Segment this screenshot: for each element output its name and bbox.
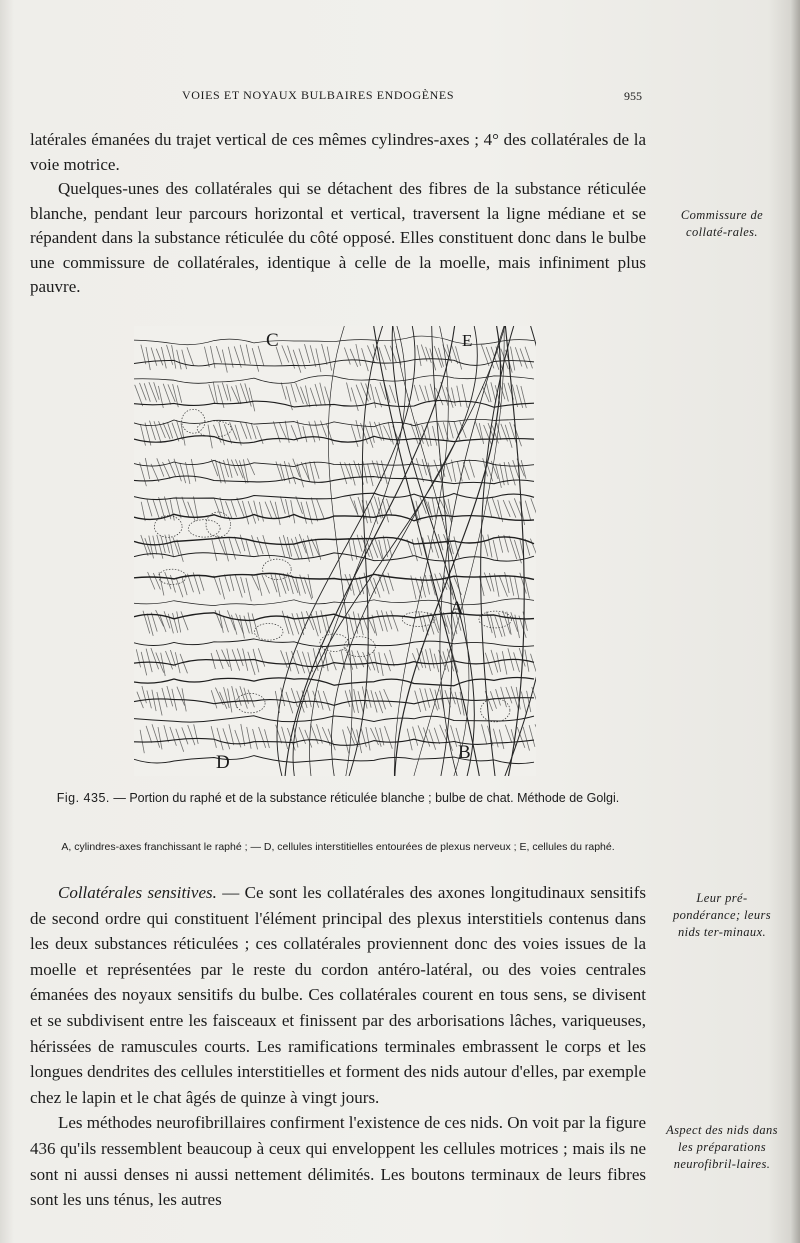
page-edge-shadow	[790, 0, 800, 1243]
figure-illustration	[134, 326, 536, 776]
paragraph-collaterales-text: — Ce sont les collatérales des axones longitudinaux sensitifs de second ordre qui constituent l'élément principal des plexus interstitiels contenus dans les deux substances réticulées ; ces collatérales proviennent donc des voies issues de la moelle et représentées par le reste du cordon antéro-latéral, ou des voies centrales émanées des noyaux sensitifs du bulbe. Ces collatérales courent en tous sens, se divisent et se subdivisent entre les faisceaux et finissent par des arborisations lâches, variqueuses, hérissées de ramuscules courts. Les ramifications terminales embrassent le corps et les longues dendrites des cellules interstitielles et forment des nids autour d'elles, par exemple chez le lapin et le chat âgés de quinze à vingt jours.	[30, 883, 646, 1107]
section-heading: Collatérales sensitives.	[58, 883, 217, 902]
golgi-engraving	[134, 326, 536, 776]
figure-caption-text: — Portion du raphé et de la substance réticulée blanche ; bulbe de chat. Méthode de Golgi.	[109, 791, 620, 805]
figure-legend: A, cylindres-axes franchissant le raphé ; — D, cellules interstitielles entourées de plexus nerveux ; E, cellules du raphé.	[61, 841, 615, 853]
figure-caption	[30, 790, 646, 807]
running-head	[0, 88, 800, 108]
margin-note-preponderance: Leur pré-pondérance; leurs nids ter-minaux.	[672, 891, 772, 939]
running-title: VOIES ET NOYAUX BULBAIRES ENDOGÈNES	[182, 88, 455, 102]
figure-label-e: E	[462, 331, 473, 350]
paragraph-commissure: Quelques-unes des collatérales qui se détachent des fibres de la substance réticulée blanche, pendant leur parcours horizontal et vertical, traversent la ligne médiane et se répandent dans la substance réticulée du côté opposé. Elles constituent donc dans le bulbe une commissure de collatérales, identique à celle de la moelle, mais infiniment plus pauvre.	[30, 179, 646, 296]
paragraph-methodes: Les méthodes neurofibrillaires confirment l'existence de ces nids. On voit par la figure 436 qu'ils ressemblent beaucoup à ceux qui enveloppent les cellules motrices ; mais ils ne sont ni aussi denses ni aussi nettement délimités. Les boutons terminaux de leurs fibres sont les uns ténus, les autres	[30, 1113, 646, 1210]
paragraph-continued: latérales émanées du trajet vertical de ces mêmes cylindres-axes ; 4° des collatérales de la voie motrice.	[30, 130, 646, 174]
figure-label-d: D	[216, 752, 230, 773]
paragraph-collaterales	[30, 880, 646, 1110]
text-block-bottom	[30, 880, 646, 1213]
margin-note-aspect: Aspect des nids dans les préparations neurofibril-laires.	[666, 1123, 778, 1171]
page-number: 955	[624, 89, 642, 103]
figure-label-a: A	[450, 598, 464, 619]
text-block-top	[30, 128, 646, 300]
figure-number: Fig. 435.	[56, 791, 110, 805]
figure-label-c: C	[266, 330, 279, 351]
margin-note-commissure: Commissure de collaté-rales.	[680, 208, 764, 239]
figure-label-b: B	[458, 742, 471, 763]
